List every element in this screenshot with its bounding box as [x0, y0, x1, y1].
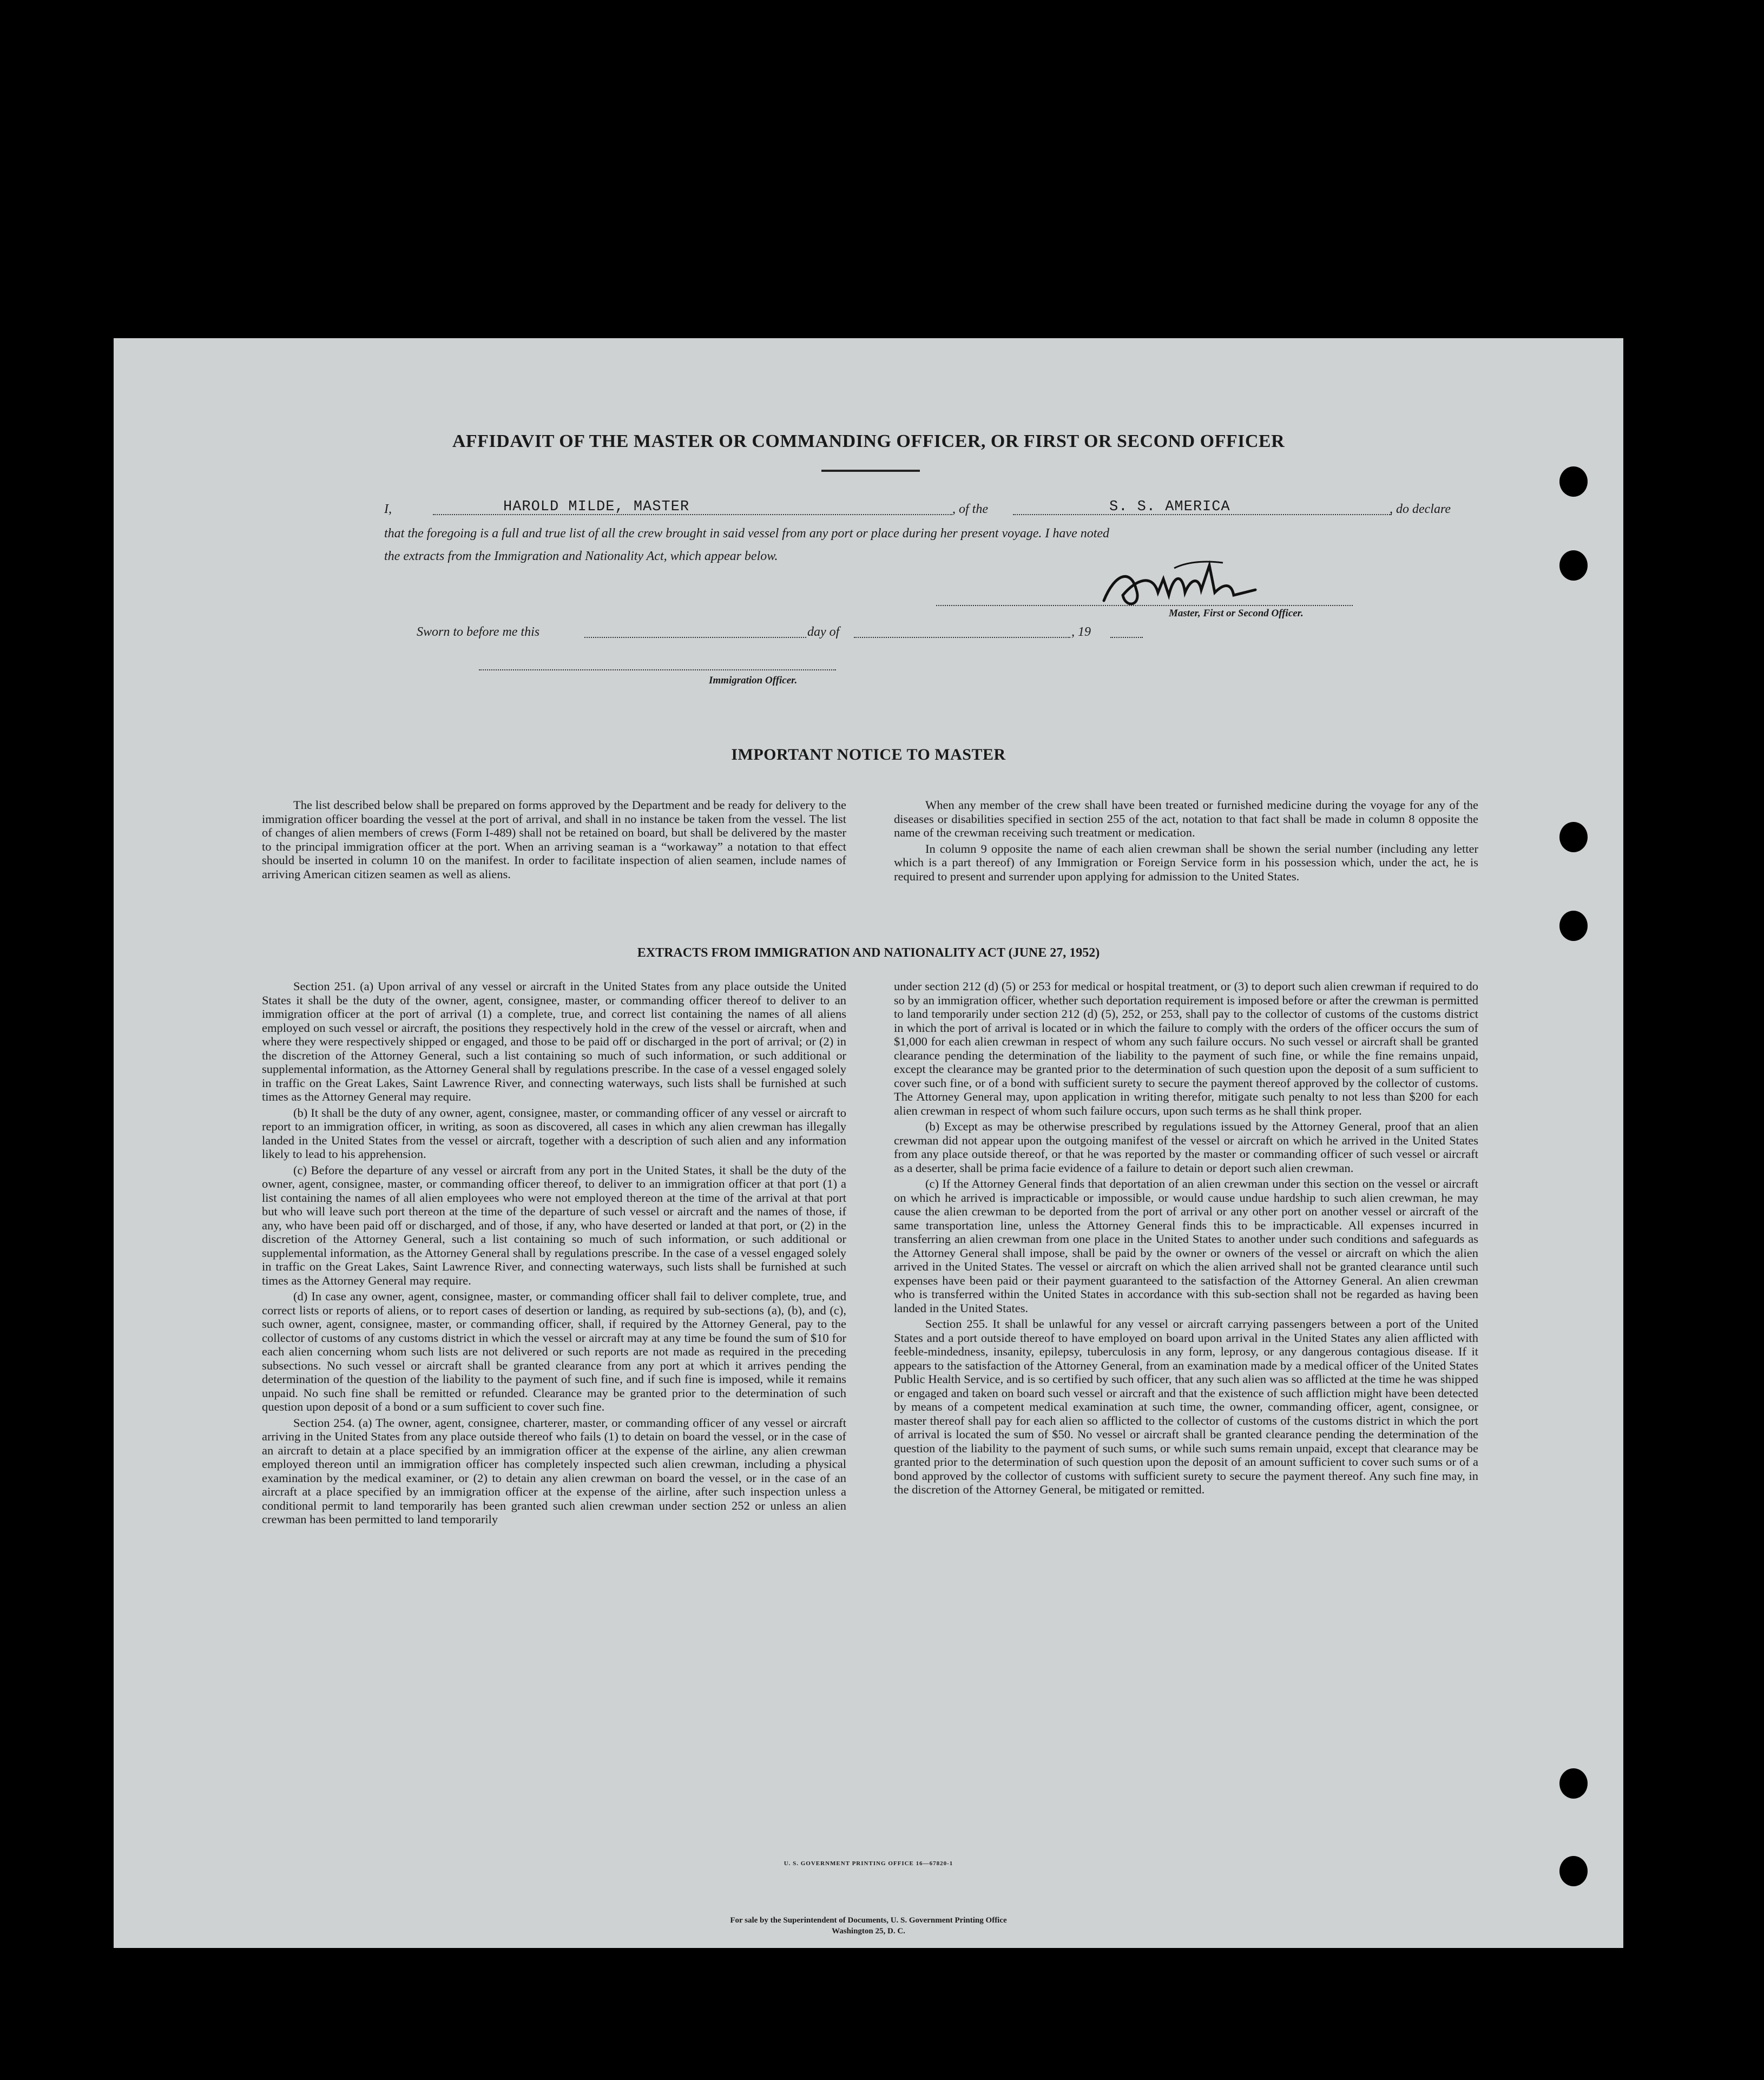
binder-hole [1559, 822, 1588, 852]
affidavit-title: AFFIDAVIT OF THE MASTER OR COMMANDING OFFICER, OR FIRST OR SECOND OFFICER [452, 431, 1285, 451]
section-251-a: Section 251. (a) Upon arrival of any vessel or aircraft in the United States from any place outside the United States it shall be the duty of the owner, agent, consignee, master, or commanding officer thereof to deliver to an immigration officer at the port of arrival (1) a complete, true, and correct list containing the names of all aliens employed on such vessel or aircraft, the positions they respectively hold in the crew of the vessel or aircraft, when and where they were respectively shipped or engaged, and those to be paid off or discharged in the port of arrival; or (2) in the discretion of the Attorney General, such a list containing so much of such information, or such additional or supplemental information, as the Attorney General shall by regulations prescribe. In the case of a vessel engaged solely in traffic on the Great Lakes, Saint Lawrence River, and connecting waterways, such lists shall be furnished at such times as the Attorney General may require. [262, 979, 846, 1103]
section-254-a-continued: under section 212 (d) (5) or 253 for medical or hospital treatment, or (3) to deport such alien crewman if required to do so by an immigration officer, whether such deportation requirement is imposed before or after the crewman is permitted to land temporarily under section 212 (d) (5), 252, or 253, shall pay to the collector of customs of the customs district in which the port of arrival is located or in which the failure to comply with the orders of the officer occurs the sum of $1,000 for each alien crewman in respect of whom any such failure occurs. No such vessel or aircraft shall be granted clearance pending the determination of the liability to the payment of such fine, or while the fine remains unpaid, except the clearance may be granted prior to the determination of such question upon the deposit of a sum sufficient to cover such fine, or of a bond with sufficient surety to secure the payment thereof approved by the collector of customs. The Attorney General may, upon application in writing therefor, mitigate such penalty to not less than $200 for each alien crewman in respect of whom such failure occurs, upon such terms as he shall think proper. [894, 979, 1478, 1117]
gpo-mark: U. S. GOVERNMENT PRINTING OFFICE 16—67820-1 [784, 1860, 953, 1867]
officer-line [479, 669, 836, 670]
section-254-a: Section 254. (a) The owner, agent, consignee, charterer, master, or commanding officer of any vessel or aircraft arriving in the United States from any place outside thereof who fails (1) to detain on board the vessel, or in the case of an aircraft to detain at a place specified by an immigration officer at the expense of the airline, any alien crewman employed thereon until an immigration officer has completely inspected such alien crewman, including a physical examination by the medical examiner, or (2) to detain any alien crewman on board the vessel, or in the case of an aircraft at a place specified by an immigration officer at the expense of the airline, after such inspection unless a conditional permit to land temporarily has been granted such alien crewman under section 252 or unless an alien crewman has been permitted to land temporarily [262, 1416, 846, 1526]
vessel-name-field[interactable]: S. S. AMERICA [1109, 499, 1230, 515]
section-251-c: (c) Before the departure of any vessel or aircraft from any port in the United States, it shall be the duty of the owner, agent, consignee, master, or commanding officer thereof, to deliver to an immigration officer at that port (1) a list containing the names of all alien employees who were not employed thereon at the time of the arrival at that port but who will leave such port thereon at the time of the departure of such vessel or aircraft and the names of those, if any, who have been paid off or discharged, and of those, if any, who have deserted or landed at that port, or (2) in the discretion of the Attorney General, such a list containing so much of such information, or such additional or supplemental information, as the Attorney General shall by regulations prescribe. In the case of a vessel engaged solely in traffic on the Great Lakes, Saint Lawrence River, and connecting waterways, such lists shall be furnished at such times as the Attorney General may require. [262, 1163, 846, 1287]
sale-line-2: Washington 25, D. C. [832, 1927, 905, 1936]
sworn-day-line [584, 637, 806, 638]
extracts-left-column [262, 979, 846, 1529]
sworn-month-line [854, 637, 1070, 638]
notice-right-column [894, 798, 1478, 885]
of-the-label: , of the [952, 502, 988, 516]
binder-hole [1559, 911, 1588, 941]
sworn-label: Sworn to before me this [417, 625, 540, 639]
section-251-d: (d) In case any owner, agent, consignee, master, or commanding officer shall fail to deliver complete, true, and correct lists or reports of aliens, or to report cases of desertion or landing, as required by sub-sections (a), (b), and (c), such owner, agent, consignee, master, or commanding officer, shall, if required by the Attorney General, pay to the collector of customs of any customs district in which the vessel or aircraft may at any time be found the sum of $10 for each alien concerning whom such lists are not delivered or such reports are not made as required in the preceding subsections. No such vessel or aircraft shall be granted clearance from any port at which it arrives pending the determination of the question of the liability to the payment of such fine, and if such fine is imposed, while it remains unpaid. No such fine shall be remitted or refunded. Clearance may be granted prior to the determination of such question upon deposit of a bond or a sum sufficient to cover such fine. [262, 1289, 846, 1413]
signature-caption: Master, First or Second Officer. [1169, 608, 1304, 619]
binder-hole [1559, 466, 1588, 497]
i-label: I, [384, 502, 392, 516]
binder-hole [1559, 550, 1588, 581]
extracts-right-column [894, 979, 1478, 1499]
section-255: Section 255. It shall be unlawful for any vessel or aircraft carrying passengers between a port of the United States and a port outside thereof to have employed on board upon arrival in the United States any alien afflicted with feeble-mindedness, insanity, epilepsy, tuberculosis in any form, leprosy, or any dangerous contagious disease. If it appears to the satisfaction of the Attorney General, from an examination made by a medical officer of the United States Public Health Service, and is so certified by such officer, that any such alien was so afflicted at the time he was shipped or engaged and taken on board such vessel or aircraft and that the existence of such affliction might have been detected by means of a competent medical examination at such time, the owner, commanding officer, agent, consignee, or master thereof shall pay for each alien so afflicted to the collector of customs of the customs district in which the port of arrival is located the sum of $50. No vessel or aircraft shall be granted clearance pending the determination of the question of the liability to the payment of such sums, or while such sums remain unpaid, except that clearance may be granted prior to the determination of such question upon the deposit of an amount sufficient to cover such sums or of a bond approved by the collector of customs with sufficient surety to secure the payment thereof. Any such fine may, in the discretion of the Attorney General, be mitigated or remitted. [894, 1317, 1478, 1496]
sale-line-1: For sale by the Superintendent of Documents, U. S. Government Printing Office [730, 1916, 1007, 1925]
binder-hole [1559, 1768, 1588, 1799]
extracts-title: EXTRACTS FROM IMMIGRATION AND NATIONALITY ACT (JUNE 27, 1952) [637, 946, 1100, 960]
notice-right-paragraph-2: In column 9 opposite the name of each alien crewman shall be shown the serial number (including any letter which is a part thereof) of any Immigration or Foreign Service form in his possession which, under the act, he is required to present and surrender upon applying for admission to the United States. [894, 841, 1478, 883]
notice-left-column [262, 798, 846, 883]
section-254-b: (b) Except as may be otherwise prescribed by regulations issued by the Attorney General, proof that an alien crewman did not appear upon the outgoing manifest of the vessel or aircraft on which he arrived in the United States from any place outside thereof, or that he was reported by the master or commanding officer of such vessel or aircraft as a deserter, shall be prima facie evidence of a failure to detain or deport such alien crewman. [894, 1120, 1478, 1175]
title-rule [821, 470, 920, 472]
notice-title: IMPORTANT NOTICE TO MASTER [731, 746, 1006, 763]
day-of-label: day of [807, 625, 840, 639]
statement-line-2: the extracts from the Immigration and Nationality Act, which appear below. [384, 549, 778, 563]
section-251-b: (b) It shall be the duty of any owner, agent, consignee, master, or commanding officer of any vessel or aircraft to report to an immigration officer, in writing, as soon as discovered, all cases in which any alien crewman has illegally landed in the United States from the vessel or aircraft, together with a description of such alien and any information likely to lead to his apprehension. [262, 1105, 846, 1161]
year-label: , 19 [1071, 625, 1091, 639]
signature-line [936, 605, 1353, 606]
section-254-c: (c) If the Attorney General finds that deportation of an alien crewman under this section on the vessel or aircraft on which he arrived is impracticable or impossible, or would cause undue hardship to such alien crewman, he may cause the alien crewman to be deported from the port of arrival or any other port on another vessel or aircraft of the same transportation line, unless the Attorney General finds this to be impracticable. All expenses incurred in transferring an alien crewman from one place in the United States to another under such conditions and safeguards as the Attorney General shall impose, shall be paid by the owner or owners of the vessel or aircraft on which the alien arrived in the United States. The vessel or aircraft on which the alien arrived shall not be granted clearance until such expenses have been paid or their payment guaranteed to the satisfaction of the Attorney General. An alien crewman who is transferred within the United States in accordance with this sub-section shall not be regarded as having been landed in the United States. [894, 1177, 1478, 1315]
master-name-field[interactable]: HAROLD MILDE, MASTER [503, 499, 690, 515]
statement-line-1: that the foregoing is a full and true list of all the crew brought in said vessel from any port or place during her present voyage. I have noted [384, 526, 1110, 541]
notice-left-paragraph: The list described below shall be prepared on forms approved by the Department and be ready for delivery to the immigration officer boarding the vessel at the port of arrival, and shall in no instance be taken from the vessel. The list of changes of alien members of crews (Form I-489) shall not be retained on board, but shall be delivered by the master to the principal immigration officer at the port. When an arriving seaman is a “workaway” a notation to that effect should be inserted in column 10 on the manifest. In order to facilitate inspection of alien seamen, include names of arriving American citizen seamen as well as aliens. [262, 798, 846, 881]
notice-right-paragraph-1: When any member of the crew shall have been treated or furnished medicine during the voyage for any of the diseases or disabilities specified in section 255 of the act, notation to that fact shall be made in column 8 opposite the name of the crewman receiving such treatment or medication. [894, 798, 1478, 839]
declare-label: , do declare [1390, 502, 1451, 516]
binder-hole [1559, 1856, 1588, 1886]
officer-caption: Immigration Officer. [709, 675, 798, 686]
sworn-year-line [1110, 637, 1143, 638]
affidavit-page [114, 338, 1623, 1948]
